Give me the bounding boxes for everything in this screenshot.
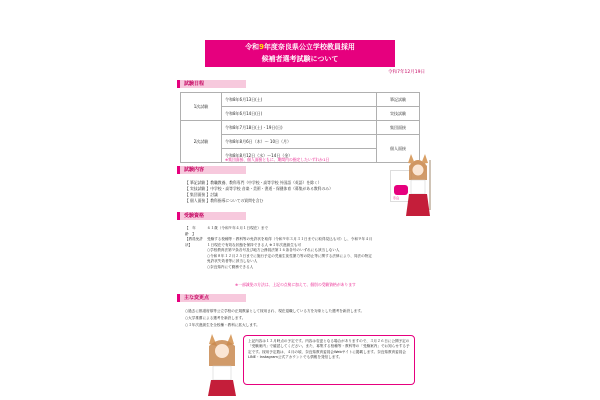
table-row: 2次試験 令和8年7月18日(土)・19日(日) 集団面接 <box>181 121 420 135</box>
content-list <box>185 180 333 204</box>
booklet-label: 奈良 <box>393 196 400 200</box>
section-eligibility: 受験資格 <box>177 212 246 220</box>
table-row: 1次試験 令和8年6月13日(土) 筆記試験 <box>181 93 420 107</box>
section-schedule: 試験日程 <box>177 80 246 88</box>
notice-speech-bubble: 上記内容は１２月時点の予定です。内容は変更となる場合がありますので、３月２６日に公開予定の「受験案内」で確認してください。また、募集する校種等・教科等の「受験案内」でお知らせする予定です。採用予定数は、４月の頃、奈良県教育委員会Webサイトに掲載します。奈良県教育委員会LINE・Instagram公式アカウントでも情報を発信します。 <box>243 335 415 385</box>
list-item: ○奈良県内にて勤務できる人 <box>207 264 254 269</box>
list-item: 【 年 齢 】 ６１歳（令和９年４月１日現在）まで <box>185 226 269 236</box>
table-row: 令和8年6月14日(日) 実技試験 <box>181 107 420 121</box>
document-page <box>165 0 435 400</box>
issue-date: 令和7年12月19日 <box>388 70 425 75</box>
mascot-fox-girl <box>403 150 435 218</box>
section-changes: 主な変更点 <box>177 294 246 302</box>
list-item: 【 集団面接 】討議 <box>185 192 218 197</box>
list-item: ○３年次進級生を全校種・教科に拡大します。 <box>185 323 260 327</box>
schedule-table <box>180 92 420 163</box>
list-item: 【 個人面接 】教科指導についての質問を含む <box>185 198 264 203</box>
table-row: 令和8年8月6日（木）～ 10日（月） 個人面接 <box>181 135 420 149</box>
changes-list <box>185 308 364 329</box>
eligibility-list <box>185 226 375 270</box>
schedule-note: ※集団面接、個人面接ともに、期間内の指定したいずれか1日 <box>225 157 330 162</box>
mascot-fox-girl-thinking <box>203 332 241 396</box>
list-item: 【 筆記試験 】教職教養、教科専門（中学校・高等学校 外国語（英語）を除く） <box>185 180 322 185</box>
section-content: 試験内容 <box>177 166 246 174</box>
document-title: 令和9年度奈良県公立学校教員採用 候補者選考試験について <box>205 40 395 67</box>
eligibility-note: ※一部減免の方法は、上記の点検に加えて、個別の受験資格があります <box>235 282 356 287</box>
list-item: ○過去に都道府県等公立学校の正規教諭として採用され、現在退職している方を対象とした選考を新設します。 <box>185 309 365 313</box>
list-item: ○令和８年１２月２５日までに施行予定の児童生徒性暴力等の防止等に関する法律により、同法の特定免許状失効者等に該当しない人 <box>207 253 372 263</box>
list-item: 【教員免許状】 受験する校種等・教科等の免許状を取得（令和９年３月３１日までに取得見込も可）し、令和９年４月１日現在で有効な状態を保持できる人 ※３年次進級生も可 <box>185 237 373 247</box>
list-item: 【 実技試験 】中学校・高等学校 音楽・美術・書道・保健体育（募集がある教科のみ） <box>185 186 333 191</box>
list-item: ○学校教育法第９条各号及び地方公務員法第１６条各号のいずれにも該当しない人 <box>207 248 340 252</box>
table-row: 令和8年8月12日（水）～14日（金） <box>181 149 420 163</box>
list-item: ○大学推薦による選考を新設します。 <box>185 316 246 320</box>
